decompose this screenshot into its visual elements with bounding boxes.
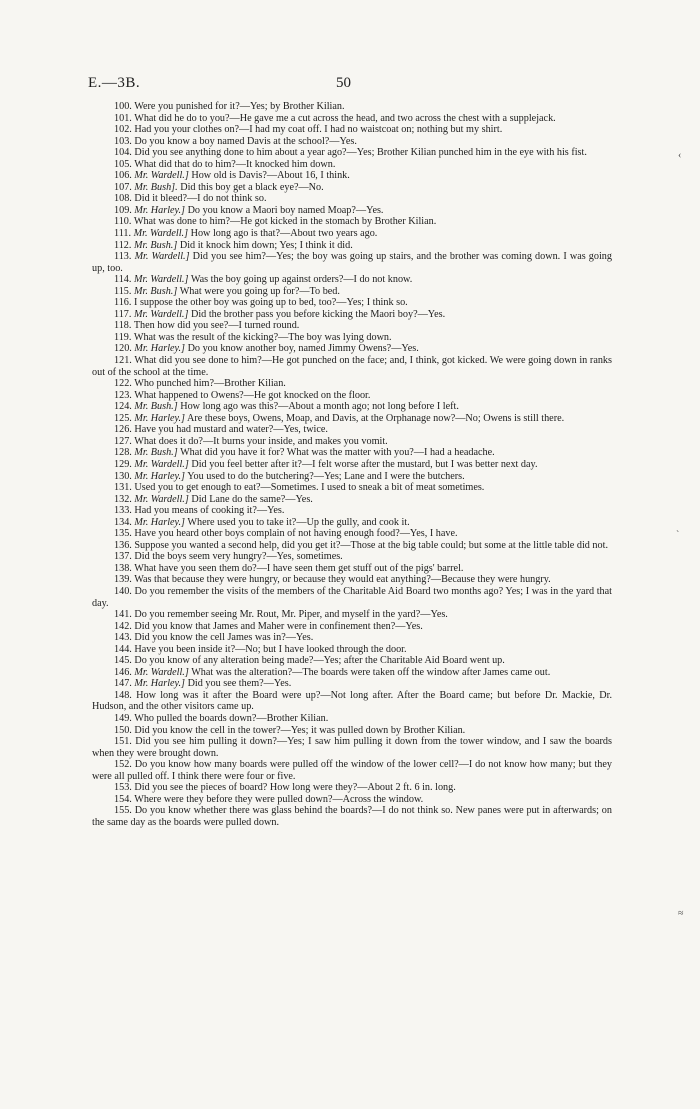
speaker-label: Mr. Bush.] <box>134 285 178 297</box>
question-number: 128. <box>114 447 132 459</box>
testimony-paragraph <box>92 182 612 194</box>
testimony-paragraph <box>92 621 612 633</box>
question-text: Used you to get enough to eat?—Sometimes. I used to sneak a bit of meat sometimes. <box>134 482 485 494</box>
question-number: 139. <box>114 574 132 586</box>
testimony-paragraph <box>92 205 612 217</box>
testimony-paragraph <box>92 390 612 402</box>
testimony-paragraph <box>92 551 612 563</box>
question-number: 101. <box>114 112 132 124</box>
testimony-paragraph <box>92 286 612 298</box>
page-number: 50 <box>336 75 351 91</box>
question-number: 149. <box>114 712 132 724</box>
question-number: 104. <box>114 147 132 159</box>
testimony-body <box>92 101 612 828</box>
question-number: 140. <box>114 585 132 597</box>
question-text: How old is Davis?—About 16, I think. <box>191 170 350 182</box>
question-text: Suppose you wanted a second help, did you get it?—Those at the big table could; but some at the little table did not. <box>134 539 608 551</box>
testimony-paragraph <box>92 794 612 806</box>
testimony-paragraph <box>92 251 612 274</box>
question-number: 126. <box>114 424 132 436</box>
question-number: 142. <box>114 620 132 632</box>
question-text: What did that do to him?—It knocked him down. <box>134 158 336 170</box>
question-number: 100. <box>114 101 132 112</box>
question-number: 130. <box>114 470 132 482</box>
question-number: 154. <box>114 793 132 805</box>
question-number: 119. <box>114 331 132 343</box>
question-text: What does it do?—It burns your inside, and makes you vomit. <box>134 435 388 447</box>
question-number: 114. <box>114 274 132 286</box>
question-number: 121. <box>114 355 132 367</box>
question-text: I suppose the other boy was going up to bed, too?—Yes; I think so. <box>134 297 408 309</box>
margin-mark: ≈ <box>678 908 684 919</box>
testimony-paragraph <box>92 528 612 540</box>
speaker-label: Mr. Bush]. <box>134 181 178 193</box>
speaker-label: Mr. Bush.] <box>134 239 178 251</box>
question-text: Who pulled the boards down?—Brother Kilian. <box>134 712 329 724</box>
question-number: 113. <box>114 251 132 263</box>
question-number: 110. <box>114 216 132 228</box>
testimony-paragraph <box>92 309 612 321</box>
question-text: Did you see anything done to him about a year ago?—Yes; Brother Kilian punched him in the eye with his fist. <box>134 147 587 159</box>
testimony-paragraph <box>92 343 612 355</box>
question-number: 111. <box>114 228 132 240</box>
question-text: What have you seen them do?—I have seen them get stuff out of the pigs' barrel. <box>134 562 464 574</box>
question-number: 123. <box>114 389 132 401</box>
speaker-label: Mr. Wardell.] <box>134 666 189 678</box>
testimony-paragraph <box>92 113 612 125</box>
speaker-label: Mr. Wardell.] <box>134 308 189 320</box>
testimony-paragraph <box>92 401 612 413</box>
question-text: What was the alteration?—The boards were taken off the window after James came out. <box>191 666 551 678</box>
question-number: 143. <box>114 632 132 644</box>
question-text: Did you know that James and Maher were in confinement then?—Yes. <box>134 620 423 632</box>
testimony-paragraph <box>92 505 612 517</box>
question-text: Do you remember seeing Mr. Rout, Mr. Piper, and myself in the yard?—Yes. <box>134 609 448 621</box>
question-number: 136. <box>114 539 132 551</box>
testimony-paragraph <box>92 574 612 586</box>
question-number: 116. <box>114 297 132 309</box>
testimony-paragraph <box>92 782 612 794</box>
question-number: 125. <box>114 412 132 424</box>
testimony-paragraph <box>92 136 612 148</box>
question-text: Did you feel better after it?—I felt worse after the mustard, but I was better next day. <box>191 458 538 470</box>
margin-mark: ‹ <box>678 150 682 161</box>
question-text: Have you heard other boys complain of not having enough food?—Yes, I have. <box>134 528 458 540</box>
question-number: 137. <box>114 551 132 563</box>
margin-mark: ` <box>676 530 680 541</box>
question-text: Have you had mustard and water?—Yes, twice. <box>134 424 328 436</box>
question-number: 102. <box>114 124 132 136</box>
testimony-paragraph <box>92 355 612 378</box>
testimony-paragraph <box>92 170 612 182</box>
question-text: Do you know another boy, named Jimmy Owens?—Yes. <box>187 343 419 355</box>
question-number: 144. <box>114 643 132 655</box>
page-header <box>88 75 608 95</box>
question-number: 103. <box>114 135 132 147</box>
question-number: 141. <box>114 609 132 621</box>
question-number: 148. <box>114 689 132 701</box>
question-text: What were you going up for?—To bed. <box>179 285 340 297</box>
testimony-paragraph <box>92 459 612 471</box>
question-text: Do you know a boy named Davis at the school?—Yes. <box>134 135 357 147</box>
question-text: Did it knock him down; Yes; I think it did. <box>179 239 353 251</box>
speaker-label: Mr. Wardell.] <box>134 274 189 286</box>
question-text: Have you been inside it?—No; but I have looked through the door. <box>134 643 407 655</box>
speaker-label: Mr. Wardell.] <box>134 170 189 182</box>
question-number: 155. <box>114 805 132 817</box>
question-text: Then how did you see?—I turned round. <box>133 320 300 332</box>
question-text: Do you know whether there was glass behind the boards?—I do not think so. New panes were put in afterwards; on the same day as the boards were pulled down. <box>92 805 612 828</box>
question-text: What was done to him?—He got kicked in the stomach by Brother Kilian. <box>133 216 437 228</box>
question-number: 117. <box>114 308 132 320</box>
testimony-paragraph <box>92 413 612 425</box>
question-number: 115. <box>114 285 132 297</box>
question-number: 120. <box>114 343 132 355</box>
question-text: Had you means of cooking it?—Yes. <box>134 505 285 517</box>
question-text: Who punched him?—Brother Kilian. <box>134 378 286 390</box>
speaker-label: Mr. Harley.] <box>134 412 186 424</box>
testimony-paragraph <box>92 655 612 667</box>
testimony-paragraph <box>92 667 612 679</box>
question-number: 105. <box>114 158 132 170</box>
question-text: How long ago was this?—About a month ago; not long before I left. <box>180 401 459 413</box>
question-text: What did you see done to him?—He got punched on the face; and, I think, got kicked. We were going down in ranks out of the school at the time. <box>92 355 612 378</box>
question-number: 131. <box>114 482 132 494</box>
testimony-paragraph <box>92 159 612 171</box>
question-number: 124. <box>114 401 132 413</box>
testimony-paragraph <box>92 147 612 159</box>
testimony-paragraph <box>92 517 612 529</box>
question-text: You used to do the butchering?—Yes; Lane and I were the butchers. <box>187 470 465 482</box>
document-reference: E.—3B. <box>88 75 141 91</box>
question-text: Did Lane do the same?—Yes. <box>191 493 313 505</box>
speaker-label: Mr. Bush.] <box>134 447 178 459</box>
question-text: Where used you to take it?—Up the gully, and cook it. <box>187 516 410 528</box>
question-number: 129. <box>114 458 132 470</box>
question-text: Was the boy going up against orders?—I do not know. <box>190 274 413 286</box>
testimony-paragraph <box>92 101 612 113</box>
speaker-label: Mr. Wardell.] <box>134 493 189 505</box>
question-number: 106. <box>114 170 132 182</box>
question-text: Do you know a Maori boy named Moap?—Yes. <box>187 204 384 216</box>
question-text: What did you have it for? What was the matter with you?—I had a headache. <box>180 447 495 459</box>
question-text: Did you know the cell James was in?—Yes. <box>134 632 314 644</box>
testimony-paragraph <box>92 482 612 494</box>
question-text: Did you see the pieces of board? How long were they?—About 2 ft. 6 in. long. <box>134 782 456 794</box>
testimony-paragraph <box>92 563 612 575</box>
testimony-paragraph <box>92 424 612 436</box>
testimony-paragraph <box>92 320 612 332</box>
speaker-label: Mr. Harley.] <box>134 343 186 355</box>
testimony-paragraph <box>92 494 612 506</box>
question-number: 108. <box>114 193 132 205</box>
question-number: 122. <box>114 378 132 390</box>
question-text: Do you know how many boards were pulled off the window of the lower cell?—I do not know how many; but they were all pulled off. I think there were four or five. <box>92 759 612 782</box>
question-number: 153. <box>114 782 132 794</box>
question-text: Did this boy get a black eye?—No. <box>180 181 324 193</box>
testimony-paragraph <box>92 436 612 448</box>
speaker-label: Mr. Bush.] <box>134 401 178 413</box>
testimony-paragraph <box>92 586 612 609</box>
question-text: Was that because they were hungry, or because they would eat anything?—Because they were hungry. <box>134 574 551 586</box>
speaker-label: Mr. Wardell.] <box>134 251 190 263</box>
testimony-paragraph <box>92 678 612 690</box>
testimony-paragraph <box>92 805 612 828</box>
question-text: Do you remember the visits of the members of the Charitable Aid Board two months ago? Yes; I was in the yard that day. <box>92 585 613 609</box>
testimony-paragraph <box>92 690 612 713</box>
question-text: Did you see him pulling it down?—Yes; I saw him pulling it down from the tower window, and I saw the boards when they were brought down. <box>92 736 612 759</box>
testimony-paragraph <box>92 216 612 228</box>
question-number: 151. <box>114 736 132 748</box>
question-text: Are these boys, Owens, Moap, and Davis, at the Orphanage now?—No; Owens is still there. <box>187 412 565 424</box>
testimony-paragraph <box>92 713 612 725</box>
question-text: Did you know the cell in the tower?—Yes; it was pulled down by Brother Kilian. <box>134 724 466 736</box>
speaker-label: Mr. Harley.] <box>134 470 186 482</box>
testimony-paragraph <box>92 332 612 344</box>
question-number: 112. <box>114 239 132 251</box>
speaker-label: Mr. Wardell.] <box>134 458 189 470</box>
question-text: Did it bleed?—I do not think so. <box>134 193 267 205</box>
testimony-paragraph <box>92 644 612 656</box>
question-number: 145. <box>114 655 132 667</box>
question-number: 150. <box>114 724 132 736</box>
question-text: Did you see them?—Yes. <box>187 678 292 690</box>
testimony-paragraph <box>92 609 612 621</box>
speaker-label: Mr. Wardell.] <box>133 228 189 240</box>
question-number: 133. <box>114 505 132 517</box>
question-number: 132. <box>114 493 132 505</box>
testimony-paragraph <box>92 447 612 459</box>
question-number: 147. <box>114 678 132 690</box>
question-number: 152. <box>114 759 132 771</box>
speaker-label: Mr. Harley.] <box>134 516 186 528</box>
question-text: Where were they before they were pulled down?—Across the window. <box>134 793 424 805</box>
testimony-paragraph <box>92 240 612 252</box>
question-text: Did the brother pass you before kicking the Maori boy?—Yes. <box>190 308 446 320</box>
testimony-paragraph <box>92 736 612 759</box>
testimony-paragraph <box>92 124 612 136</box>
testimony-paragraph <box>92 297 612 309</box>
testimony-paragraph <box>92 759 612 782</box>
testimony-paragraph <box>92 725 612 737</box>
question-number: 109. <box>114 204 132 216</box>
question-text: What was the result of the kicking?—The boy was lying down. <box>133 331 392 343</box>
testimony-paragraph <box>92 378 612 390</box>
question-text: Did you see him?—Yes; the boy was going up stairs, and the brother was coming down. I was going up, too. <box>92 251 612 274</box>
question-text: Had you your clothes on?—I had my coat off. I had no waistcoat on; nothing but my shirt. <box>134 124 503 136</box>
testimony-paragraph <box>92 274 612 286</box>
question-number: 146. <box>114 666 132 678</box>
speaker-label: Mr. Harley.] <box>134 678 186 690</box>
question-text: Do you know of any alteration being made?—Yes; after the Charitable Aid Board went up. <box>134 655 505 667</box>
question-text: How long was it after the Board were up?—Not long after. After the Board came; but before Dr. Mackie, Dr. Hudson, and the other visitors came up. <box>92 689 613 713</box>
question-text: How long ago is that?—About two years ago. <box>190 228 378 240</box>
question-text: What did he do to you?—He gave me a cut across the head, and two across the chest with a supplejack. <box>134 112 556 124</box>
speaker-label: Mr. Harley.] <box>134 204 186 216</box>
question-number: 107. <box>114 181 132 193</box>
question-number: 118. <box>114 320 132 332</box>
testimony-paragraph <box>92 471 612 483</box>
testimony-paragraph <box>92 632 612 644</box>
testimony-paragraph <box>92 228 612 240</box>
question-number: 134. <box>114 516 132 528</box>
question-text: Did the boys seem very hungry?—Yes, sometimes. <box>134 551 343 563</box>
question-text: What happened to Owens?—He got knocked on the floor. <box>134 389 371 401</box>
question-number: 127. <box>114 435 132 447</box>
question-text: Were you punished for it?—Yes; by Brother Kilian. <box>134 101 345 112</box>
testimony-paragraph <box>92 540 612 552</box>
question-number: 138. <box>114 562 132 574</box>
testimony-paragraph <box>92 193 612 205</box>
question-number: 135. <box>114 528 132 540</box>
